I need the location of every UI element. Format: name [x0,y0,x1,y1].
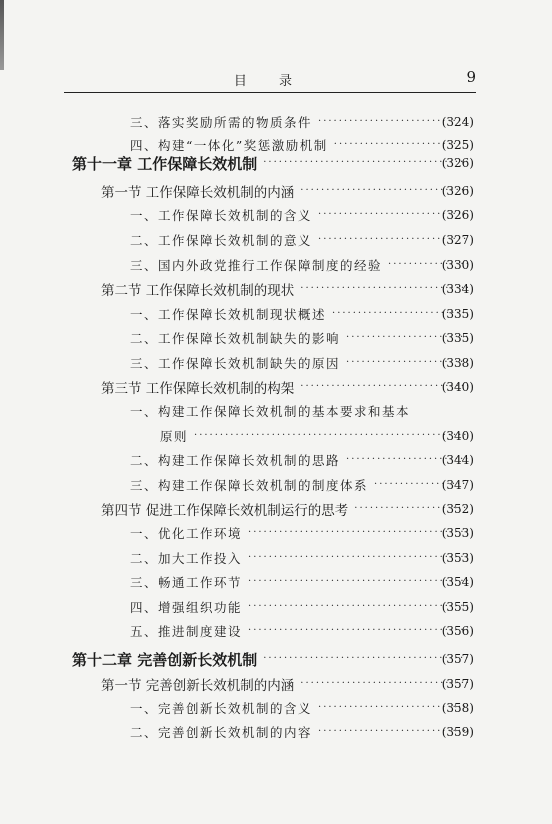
dot-leader [263,156,468,170]
toc-page-number: (347) [441,478,474,492]
toc-section [0,673,552,695]
toc-section [0,498,552,520]
toc-chapter [0,648,552,670]
toc-page-number: (326) [441,184,474,198]
dot-leader [194,429,468,443]
toc-page-number: (353) [441,551,474,565]
toc-entry-title: 一、工作保障长效机制现状概述 [130,307,327,322]
toc-section [0,278,552,300]
toc-entry-title: 二、构建工作保障长效机制的思路 [130,453,341,468]
toc-chapter [0,152,552,174]
toc-entry-title: 四、增强组织功能 [130,600,243,615]
toc-entry [0,400,552,422]
toc-entry [0,596,552,618]
toc-entry [0,697,552,719]
toc-entry-title: 三、国内外政党推行工作保障制度的经验 [130,258,383,273]
toc-entry [0,229,552,251]
toc-section [0,180,552,202]
toc-entry-title: 第十一章 工作保障长效机制 [72,154,258,173]
toc-entry [0,522,552,544]
toc-page-number: (334) [441,282,474,296]
toc-entry [0,254,552,276]
dot-leader [263,652,468,666]
toc-entry-title: 三、畅通工作环节 [130,575,243,590]
toc-entry [0,204,552,226]
toc-entry [0,721,552,743]
toc-entry-title: 二、完善创新长效机制的内容 [130,725,313,740]
toc-entry-title: 二、加大工作投入 [130,551,243,566]
running-header [64,68,476,90]
dot-leader [248,551,468,565]
toc-entry-title: 原则 [160,429,189,444]
toc-entry [0,620,552,642]
page-edge-shadow [0,0,4,70]
toc-entry [0,449,552,471]
toc-entry [0,352,552,374]
toc-page-number: (327) [441,233,474,247]
toc-entry-title: 三、落实奖励所需的物质条件 [130,115,313,130]
toc-page-number: (324) [441,115,474,129]
toc-page-number: (340) [441,429,474,443]
toc-page-number: (354) [441,575,474,589]
toc-entry [0,303,552,325]
toc-page-number: (330) [441,258,474,272]
toc-page-number: (340) [441,380,474,394]
toc-entry-title: 二、工作保障长效机制的意义 [130,233,313,248]
toc-page-number: (344) [441,453,474,467]
toc-entry-title: 一、工作保障长效机制的含义 [130,208,313,223]
dot-leader [248,575,468,589]
header-rule [64,92,476,93]
toc-entry-title: 五、推进制度建设 [130,624,243,639]
toc-section [0,376,552,398]
toc-entry-title: 二、工作保障长效机制缺失的影响 [130,331,341,346]
toc-entry-title: 第二节 工作保障长效机制的现状 [101,283,295,299]
toc-page-number: (326) [441,208,474,222]
toc-entry-title: 第三节 工作保障长效机制的构架 [101,381,295,397]
toc-page-number: (355) [441,600,474,614]
toc-page-number: (359) [441,725,474,739]
toc-page-number: (338) [441,356,474,370]
toc-entry-title: 第十二章 完善创新长效机制 [72,650,258,669]
toc-entry-title: 三、工作保障长效机制缺失的原因 [130,356,341,371]
toc-page-number: (326) [441,156,474,170]
toc-entry-title: 一、构建工作保障长效机制的基本要求和基本 [130,404,411,419]
toc-page-number: (356) [441,624,474,638]
toc-entry-title: 一、完善创新长效机制的含义 [130,701,313,716]
dot-leader [248,624,468,638]
toc-entry [0,474,552,496]
toc-entry [0,547,552,569]
toc-entry-title: 第一节 完善创新长效机制的内涵 [101,678,295,694]
toc-entry [0,327,552,349]
toc-page-number: (358) [441,701,474,715]
toc-page-number: (357) [441,652,474,666]
toc-page-number: (335) [441,331,474,345]
toc-page-number: (353) [441,526,474,540]
toc-entry [0,425,552,447]
toc-entry-title: 四、构建“一体化”奖惩激励机制 [130,138,328,153]
toc-entry-title: 第四节 促进工作保障长效机制运行的思考 [101,503,349,519]
toc-entry-title: 第一节 工作保障长效机制的内涵 [101,185,295,201]
toc-entry-title: 一、优化工作环境 [130,526,243,541]
toc-page-number: (352) [441,502,474,516]
toc-page-number: (357) [441,677,474,691]
dot-leader [248,600,468,614]
toc-entry-title: 三、构建工作保障长效机制的制度体系 [130,478,369,493]
toc-entry [0,111,552,133]
page-number: 9 [466,68,476,86]
toc-page-number: (325) [441,138,474,152]
dot-leader [248,526,468,540]
header-title: 目 录 [233,74,307,89]
toc-entry [0,571,552,593]
toc-page-number: (335) [441,307,474,321]
